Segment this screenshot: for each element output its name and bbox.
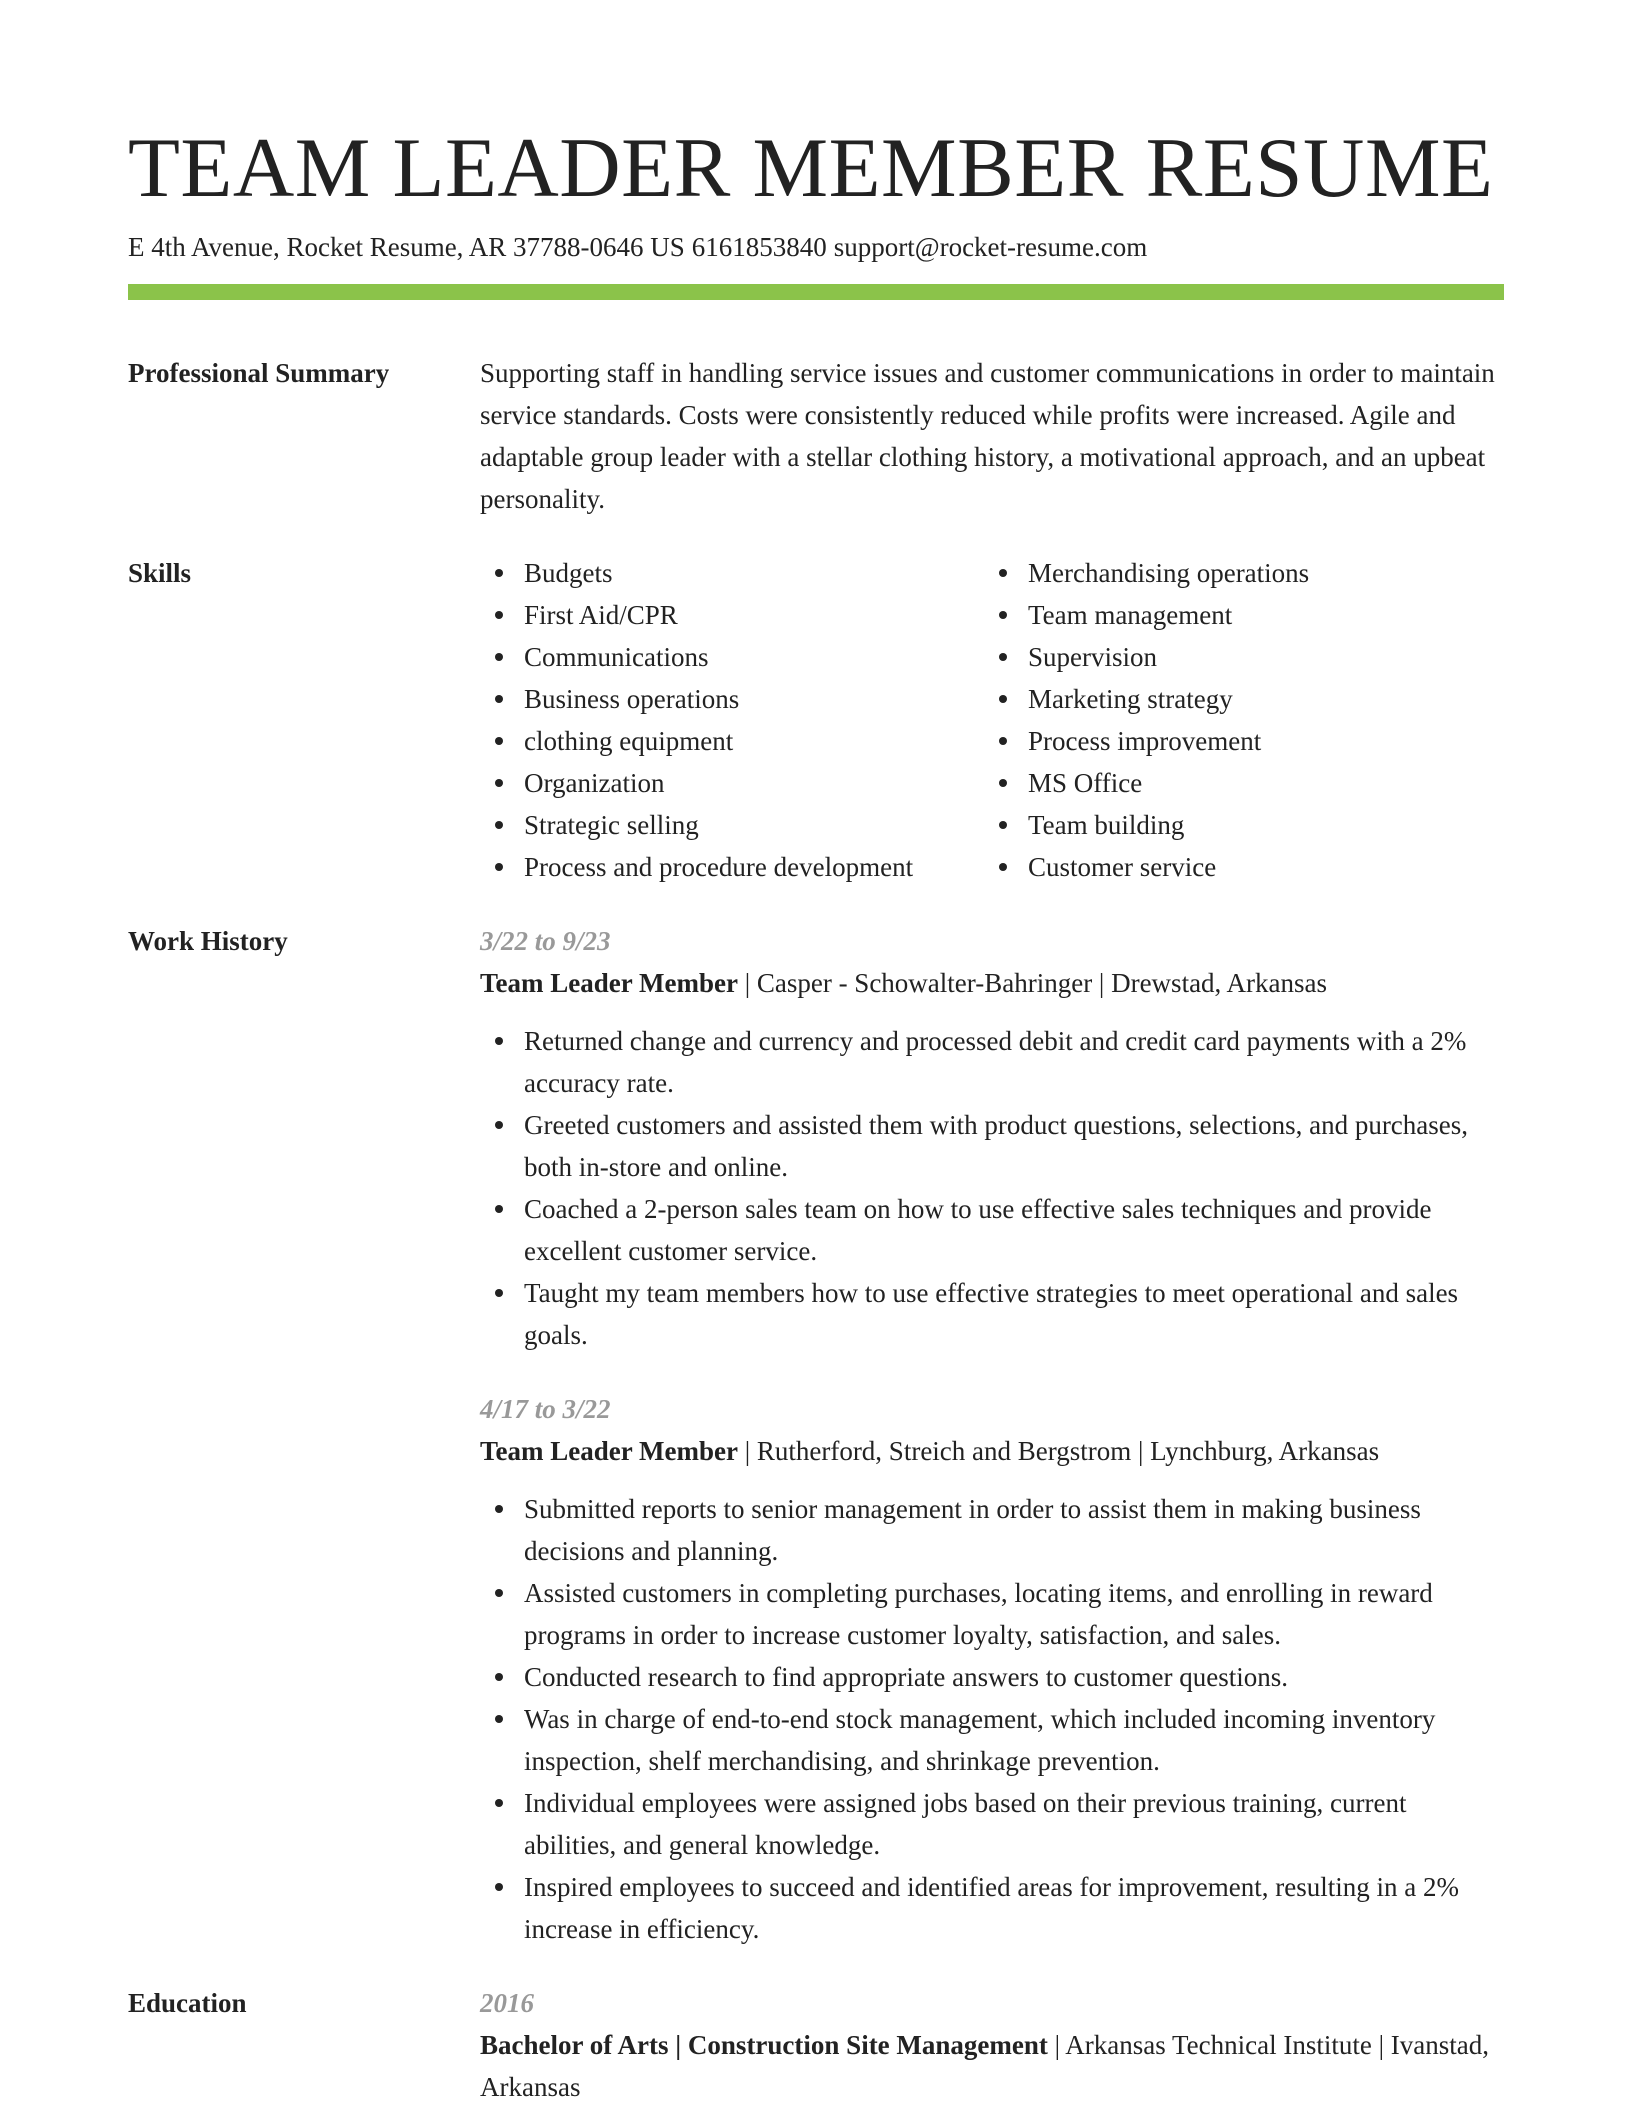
education-heading (480, 2024, 1504, 2108)
skill-item: First Aid/CPR (480, 594, 984, 636)
contact-email: support@rocket-resume.com (833, 232, 1148, 262)
resume-page (128, 118, 1504, 2108)
work-history-body (480, 920, 1504, 1950)
job-dates: 4/17 to 3/22 (480, 1394, 611, 1424)
skill-item: clothing equipment (480, 720, 984, 762)
education-body (480, 1982, 1504, 2108)
job-bullet: Greeted customers and assisted them with product questions, selections, and purchases, both in-store and online. (480, 1104, 1504, 1188)
job-bullets (480, 1020, 1504, 1356)
skill-item: MS Office (984, 762, 1309, 804)
job-bullet: Assisted customers in completing purchases, locating items, and enrolling in reward programs in order to increase customer loyalty, satisfaction, and sales. (480, 1572, 1504, 1656)
contact-line (128, 230, 1504, 264)
job-dates: 3/22 to 9/23 (480, 926, 611, 956)
job-bullets (480, 1488, 1504, 1950)
job-entry (480, 1388, 1504, 1950)
education-year: 2016 (480, 1988, 534, 2018)
job-bullet: Individual employees were assigned jobs based on their previous training, current abilities, and general knowledge. (480, 1782, 1504, 1866)
skill-item: Supervision (984, 636, 1309, 678)
job-bullet: Conducted research to find appropriate answers to customer questions. (480, 1656, 1504, 1698)
skill-item: Organization (480, 762, 984, 804)
summary-text: Supporting staff in handling service issues and customer communications in order to maintain service standards. Costs were consistently reduced while profits were increased. Agile and adaptable group leader with a stellar clothing history, a motivational approach, and an upbeat personality. (480, 358, 1495, 514)
job-details: | Rutherford, Streich and Bergstrom | Lynchburg, Arkansas (737, 1436, 1380, 1466)
skills-section (128, 552, 1504, 888)
section-label-skills: Skills (128, 558, 192, 588)
skill-item: Business operations (480, 678, 984, 720)
job-bullet: Submitted reports to senior management in order to assist them in making business decisions and planning. (480, 1488, 1504, 1572)
job-heading (480, 1430, 1504, 1472)
education-details: | Arkansas Technical Institute | Ivanstad, Arkansas (480, 2030, 1489, 2102)
job-bullet: Returned change and currency and processed debit and credit card payments with a 2% accuracy rate. (480, 1020, 1504, 1104)
skills-column-left (480, 552, 984, 888)
skills-column-right (984, 552, 1309, 888)
skill-item: Team building (984, 804, 1309, 846)
header-divider (128, 284, 1504, 300)
professional-summary-section (128, 352, 1504, 520)
job-bullet: Taught my team members how to use effective strategies to meet operational and sales goals. (480, 1272, 1504, 1356)
skill-item: Communications (480, 636, 984, 678)
skills-list (480, 552, 1504, 888)
job-details: | Casper - Schowalter-Bahringer | Drewstad, Arkansas (737, 968, 1328, 998)
work-history-section (128, 920, 1504, 1950)
skill-item: Budgets (480, 552, 984, 594)
job-title: Team Leader Member (480, 1436, 738, 1466)
skill-item: Customer service (984, 846, 1309, 888)
skill-item: Strategic selling (480, 804, 984, 846)
job-bullet: Was in charge of end-to-end stock management, which included incoming inventory inspection, shelf merchandising, and shrinkage prevention. (480, 1698, 1504, 1782)
contact-address: E 4th Avenue, Rocket Resume, AR 37788-0646 US (128, 232, 685, 262)
job-entry (480, 920, 1504, 1356)
education-section (128, 1982, 1504, 2108)
skill-item: Merchandising operations (984, 552, 1309, 594)
skill-item: Process and procedure development (480, 846, 984, 888)
skill-item: Team management (984, 594, 1309, 636)
section-label-summary: Professional Summary (128, 358, 390, 388)
section-label-work: Work History (128, 926, 288, 956)
job-bullet: Coached a 2-person sales team on how to use effective sales techniques and provide excellent customer service. (480, 1188, 1504, 1272)
education-degree: Bachelor of Arts | Construction Site Management (480, 2030, 1048, 2060)
job-title: Team Leader Member (480, 968, 738, 998)
section-label-education: Education (128, 1988, 247, 2018)
skill-item: Process improvement (984, 720, 1309, 762)
job-heading (480, 962, 1504, 1004)
contact-phone: 6161853840 (691, 232, 827, 262)
job-bullet: Inspired employees to succeed and identified areas for improvement, resulting in a 2% increase in efficiency. (480, 1866, 1504, 1950)
resume-title: TEAM LEADER MEMBER RESUME (128, 121, 1494, 215)
skill-item: Marketing strategy (984, 678, 1309, 720)
